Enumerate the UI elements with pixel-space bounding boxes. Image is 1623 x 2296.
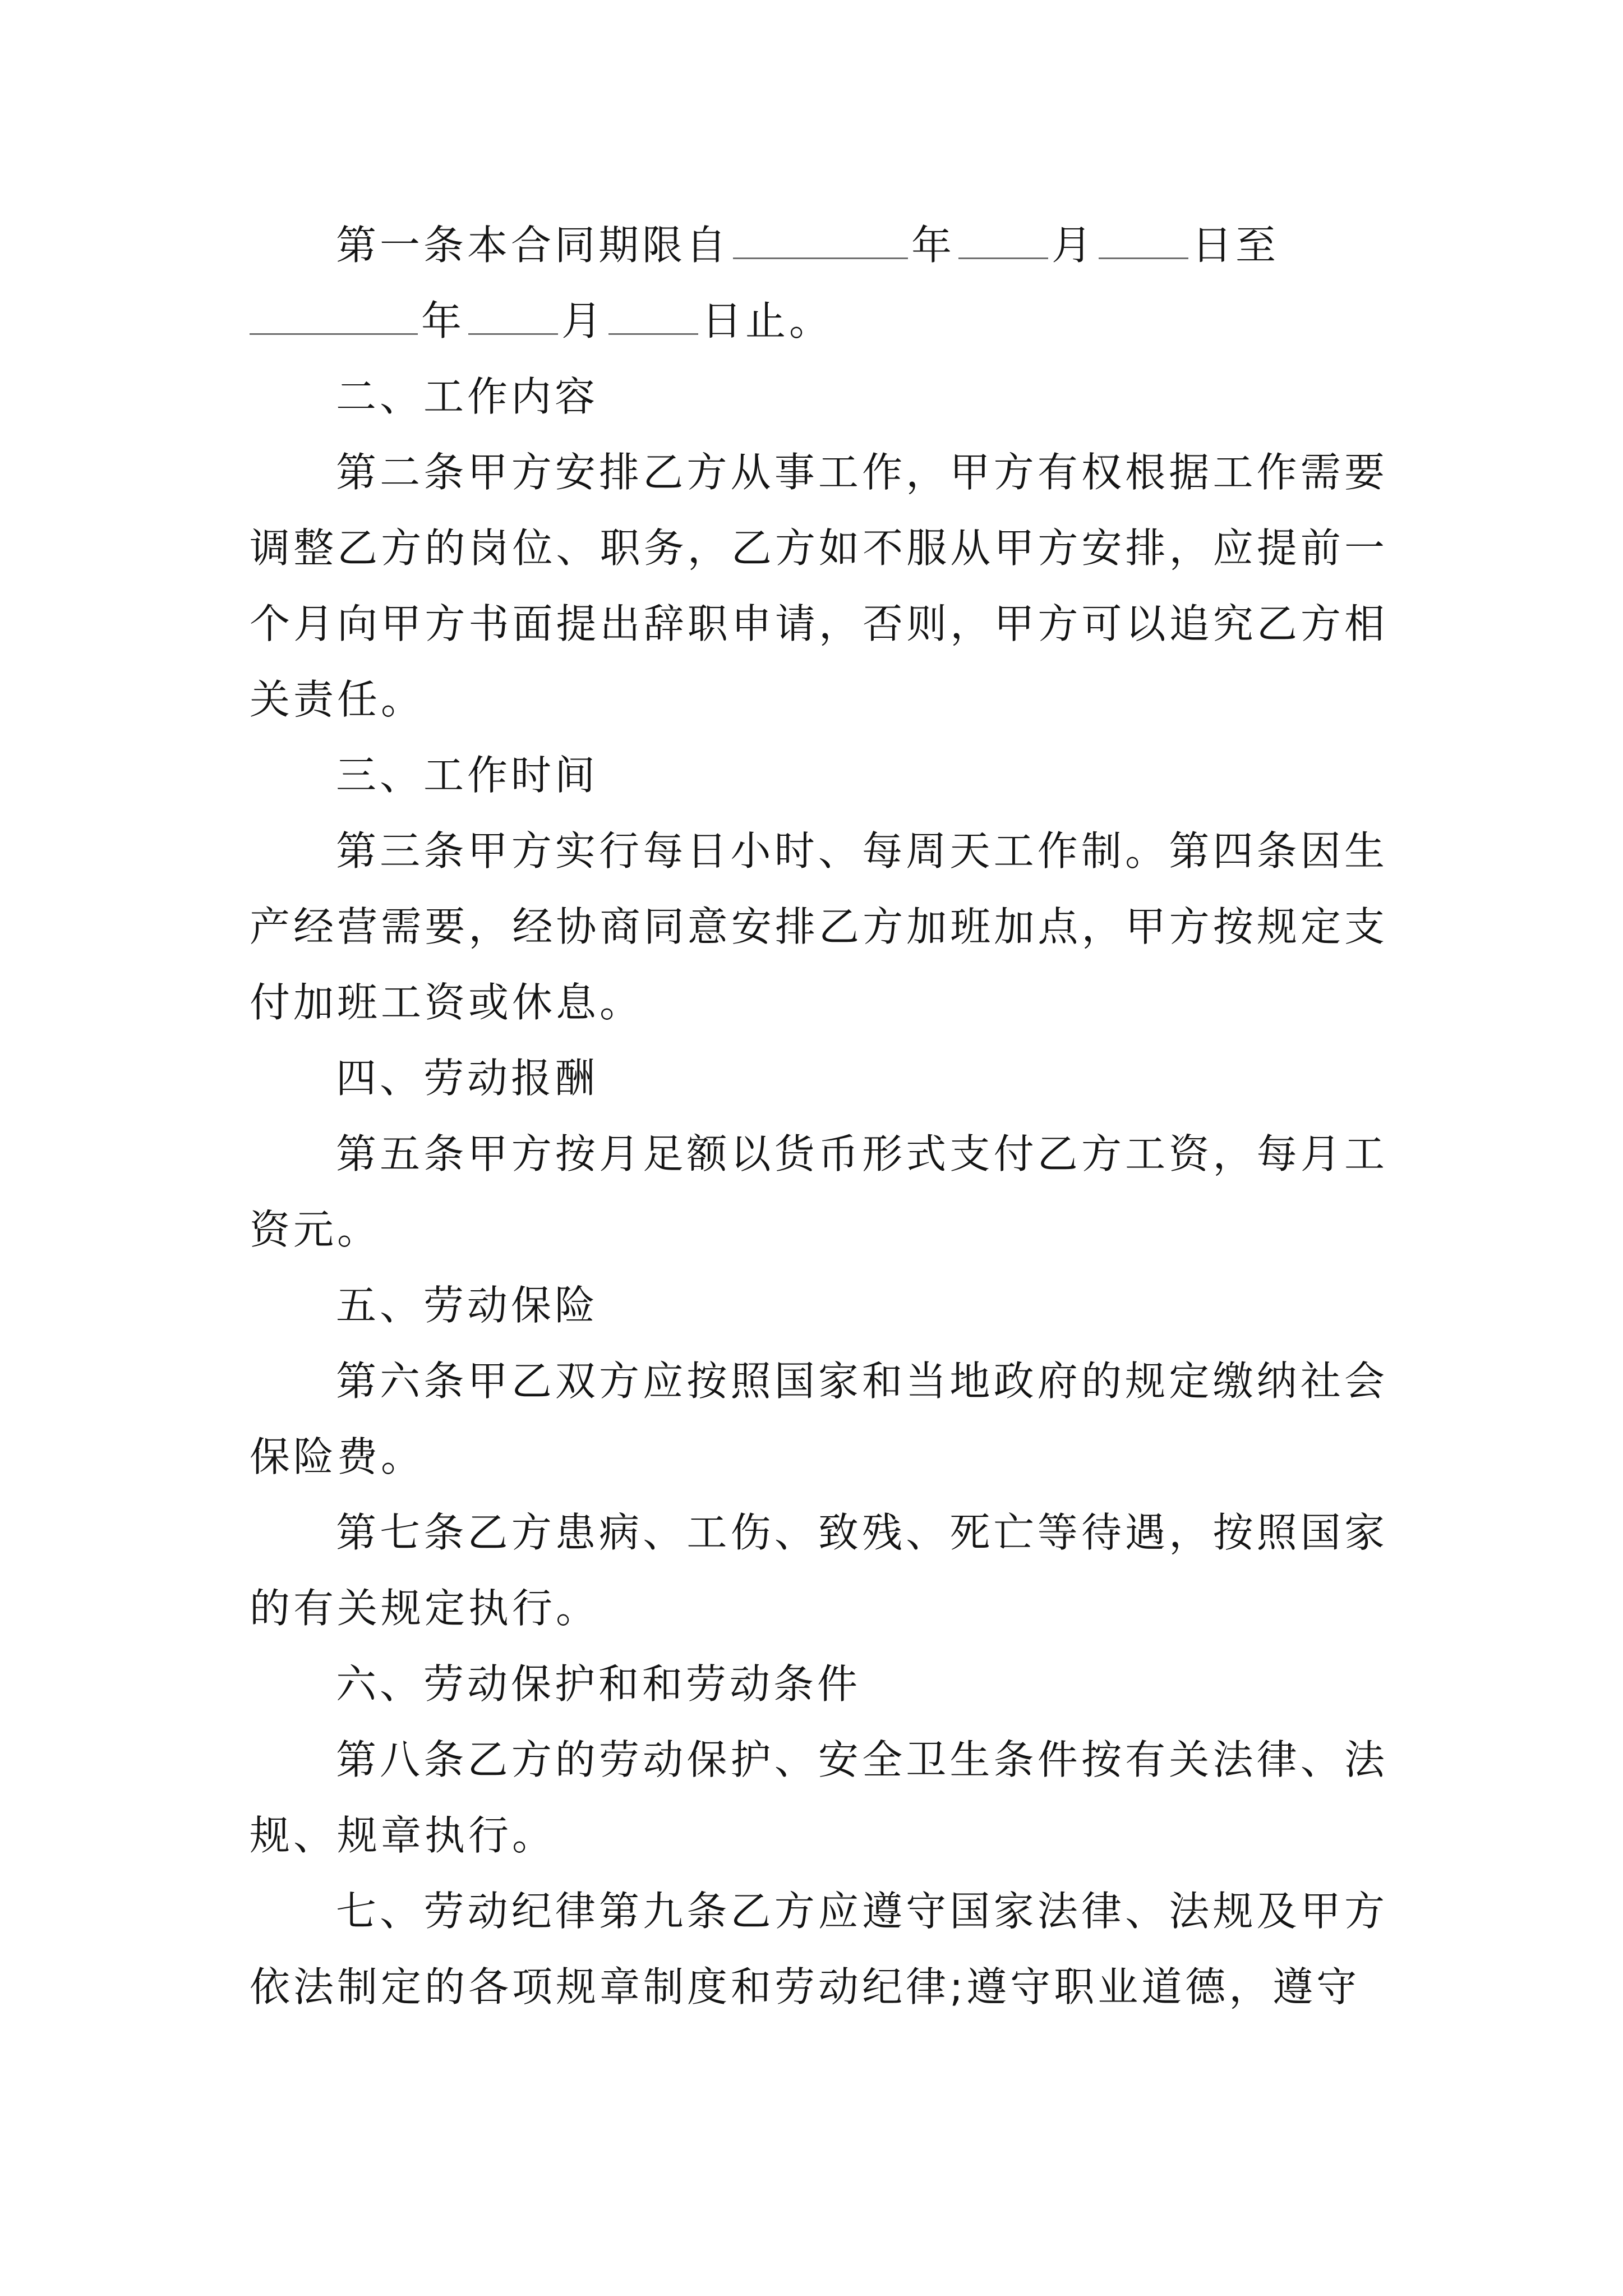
section-heading-labor-protection: 六、劳动保护和和劳动条件 (336, 1660, 861, 1708)
section-heading-insurance: 五、劳动保险 (336, 1282, 599, 1329)
section-heading-work-hours: 三、工作时间 (336, 752, 599, 799)
clause-7: 第七条乙方患病、工伤、致残、死亡等待遇，按照国家的有关规定执行。 (250, 1509, 1388, 1632)
end-month-blank (468, 291, 558, 335)
contract-term-clause (250, 208, 1388, 359)
day-to-label: 日至 (1192, 222, 1280, 269)
year-label: 年 (911, 222, 956, 269)
clause-8: 第八条乙方的劳动保护、安全卫生条件按有关法律、法规、规章执行。 (250, 1736, 1388, 1859)
section-heading-work-content: 二、工作内容 (336, 373, 599, 420)
clause-1-line-2 (250, 283, 1388, 359)
end-day-blank (608, 291, 698, 335)
start-day-blank (1099, 215, 1188, 259)
clause-1-prefix: 第一条本合同期限自 (336, 222, 730, 269)
section-labor-discipline-clause-9: 七、劳动纪律第九条乙方应遵守国家法律、法规及甲方依法制定的各项规章制度和劳动纪律;遵守职业道德，遵守 (250, 1888, 1388, 2010)
start-year-blank (733, 215, 908, 259)
month-label: 月 (1052, 222, 1096, 269)
month-label-2: 月 (561, 297, 606, 344)
clause-5: 第五条甲方按月足额以货币形式支付乙方工资，每月工资元。 (250, 1130, 1388, 1253)
year-label-2: 年 (421, 297, 465, 344)
end-year-blank (250, 291, 418, 335)
document-body (250, 208, 1388, 2025)
clause-6: 第六条甲乙双方应按照国家和当地政府的规定缴纳社会保险费。 (250, 1358, 1388, 1480)
end-label: 日止。 (702, 297, 833, 344)
section-heading-remuneration: 四、劳动报酬 (336, 1055, 599, 1102)
clause-2: 第二条甲方安排乙方从事工作，甲方有权根据工作需要调整乙方的岗位、职务，乙方如不服从甲方安排，应提前一个月向甲方书面提出辞职申请，否则，甲方可以追究乙方相关责任。 (250, 449, 1388, 723)
start-month-blank (958, 215, 1048, 259)
clause-3-4: 第三条甲方实行每日小时、每周天工作制。第四条因生产经营需要，经协商同意安排乙方加班加点，甲方按规定支付加班工资或休息。 (250, 827, 1388, 1026)
